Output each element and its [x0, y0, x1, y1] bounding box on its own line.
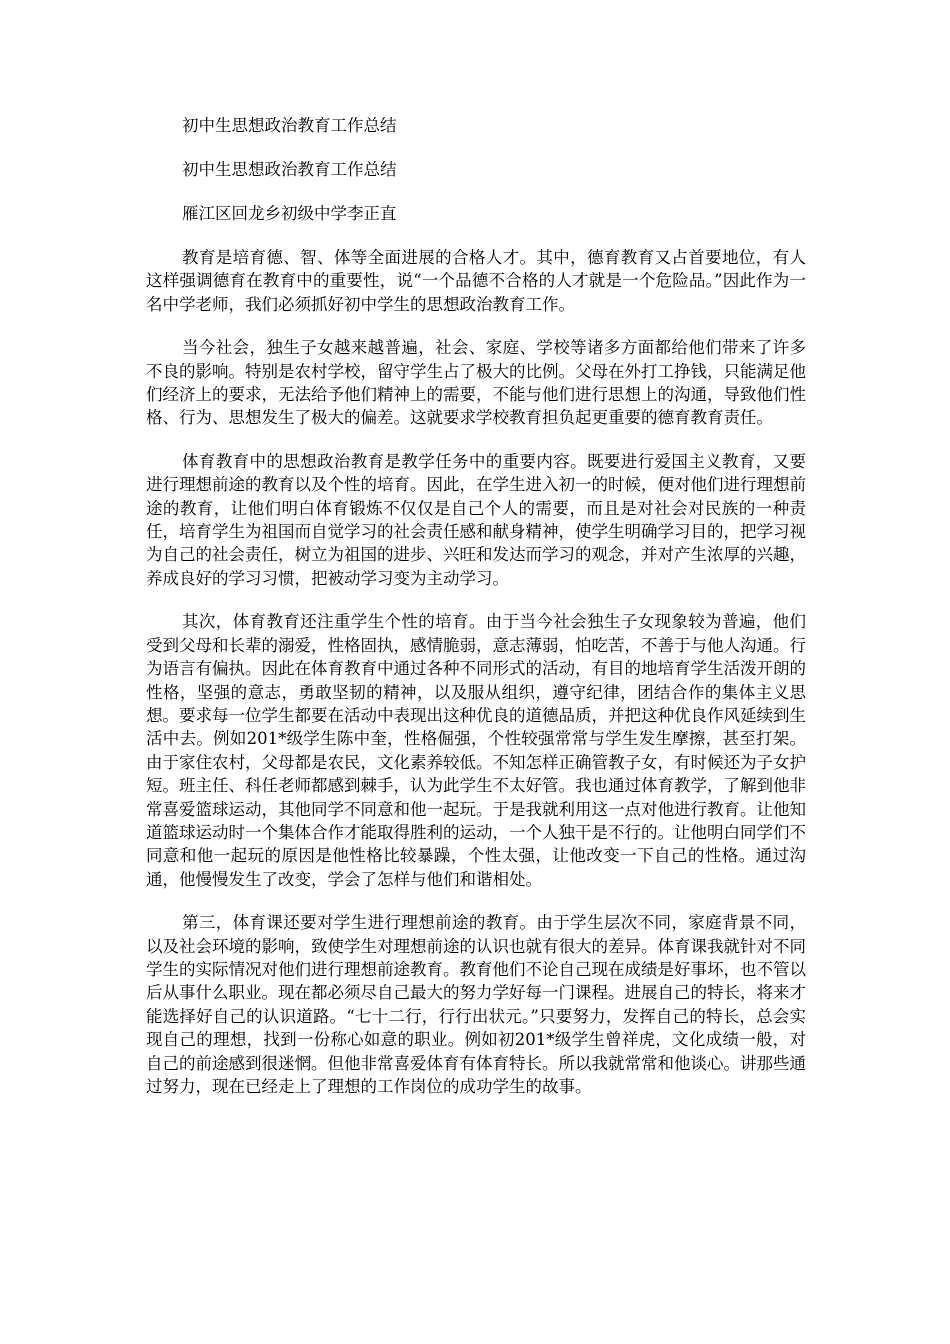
- document-subtitle: 初中生思想政治教育工作总结: [182, 160, 397, 179]
- paragraph-personality: 其次，体育教育还注重学生个性的培育。由于当今社会独生子女现象较为普遍，他们受到父母和长辈的溺爱，性格固执，感情脆弱，意志薄弱，怕吃苦，不善于与他人沟通。行为语言有偏执。因此在体育教育中通过各种不同形式的活动，有目的地培育学生活泼开朗的性格，坚强的意志，勇敢坚韧的精神，以及服从组织，遵守纪律，团结合作的集体主义思想。要求每一位学生都要在活动中表现出这种优良的道德品质，并把这种优良作风延续到生活中去。例如201*级学生陈中奎，性格倔强，个性较强常常与学生发生摩擦，甚至打架。由于家住农村，父母都是农民，文化素养较低。不知怎样正确管教子女，有时候还为子女护短。班主任、科任老师都感到棘手，认为此学生不太好管。我也通过体育教学，了解到他非常喜爱篮球运动，其他同学不同意和他一起玩。于是我就利用这一点对他进行教育。让他知道篮球运动时一个集体合作才能取得胜利的运动，一个人独干是不行的。让他明白同学们不同意和他一起玩的原因是他性格比较暴躁，个性太强，让他改变一下自己的性格。通过沟通，他慢慢发生了改变，学会了怎样与他们和谐相处。: [146, 612, 806, 889]
- document-title: 初中生思想政治教育工作总结: [182, 116, 397, 135]
- paragraph-pe-education: 体育教育中的思想政治教育是教学任务中的重要内容。既要进行爱国主义教育，又要进行理想前途的教育以及个性的培育。因此，在学生进入初一的时候，便对他们进行理想前途的教育，让他们明白体育锻炼不仅仅是自己个人的需要，而且是对社会对民族的一种责任，培育学生为祖国而自觉学习的社会责任感和献身精神，使学生明确学习目的，把学习视为自己的社会责任，树立为祖国的进步、兴旺和发达而学习的观念，并对产生浓厚的兴趣，养成良好的学习习惯，把被动学习变为主动学习。: [146, 451, 806, 588]
- document-author-line: 雁江区回龙乡初级中学李正直: [182, 204, 397, 223]
- paragraph-society: 当今社会，独生子女越来越普遍，社会、家庭、学校等诸多方面都给他们带来了许多不良的影响。特别是农村学校，留守学生占了极大的比例。父母在外打工挣钱，只能满足他们经济上的要求，无法给予他们精神上的需要，不能与他们进行思想上的沟通，导致他们性格、行为、思想发生了极大的偏差。这就要求学校教育担负起更重要的德育教育责任。: [146, 338, 806, 428]
- paragraph-ideals: 第三，体育课还要对学生进行理想前途的教育。由于学生层次不同，家庭背景不同，以及社会环境的影响，致使学生对理想前途的认识也就有很大的差异。体育课我就针对不同学生的实际情况对他们进行理想前途教育。教育他们不论自己现在成绩是好事坏，也不管以后从事什么职业。现在都必须尽自己最大的努力学好每一门课程。进展自己的特长，将来才能选择好自己的认识道路。“七十二行，行行出状元。”只要努力，发挥自己的特长，总会实现自己的理想，找到一份称心如意的职业。例如初201*级学生曾祥虎，文化成绩一般，对自己的前途感到很迷惘。但他非常喜爱体育有体育特长。所以我就常常和他谈心。讲那些通过努力，现在已经走上了理想的工作岗位的成功学生的故事。: [146, 913, 806, 1096]
- document-page: [146, 114, 806, 1118]
- paragraph-intro: 教育是培育德、智、体等全面进展的合格人才。其中，德育教育又占首要地位，有人这样强调德育在教育中的重要性，说“一个品德不合格的人才就是一个危险品。”因此作为一名中学老师，我们必须抓好初中学生的思想政治教育工作。: [146, 248, 806, 314]
